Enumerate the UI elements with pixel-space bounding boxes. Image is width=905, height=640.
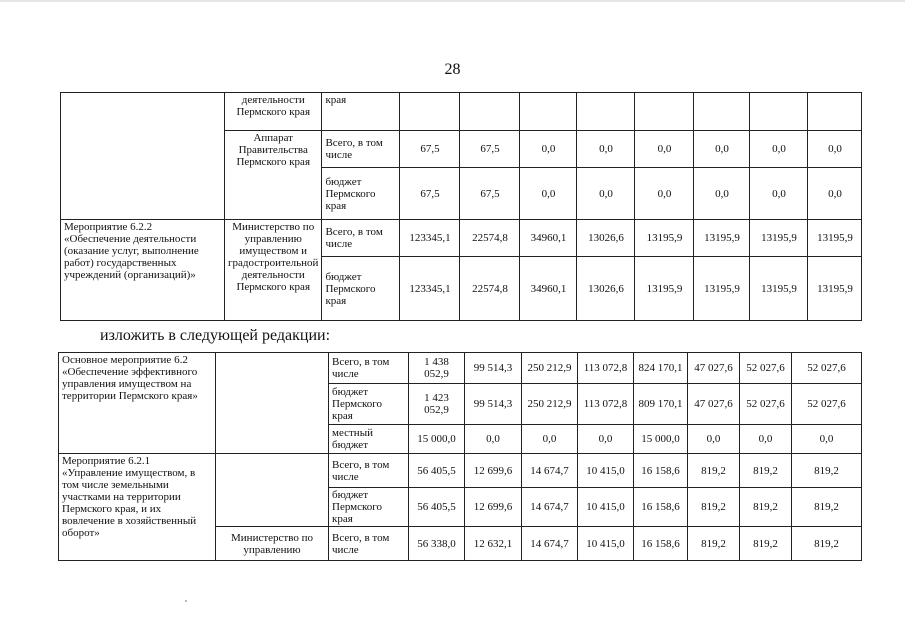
value-cell: 13195,9 — [750, 220, 808, 257]
value-cell: 824 170,1 — [634, 353, 688, 384]
executor-cell: Министерство по управлению имуществом и градостроительной деятельности Пермского края — [225, 220, 322, 321]
value-cell: 16 158,6 — [634, 488, 688, 527]
value-cell: 13195,9 — [808, 257, 862, 321]
value-cell: 56 338,0 — [409, 527, 465, 561]
value-cell: 0,0 — [750, 131, 808, 168]
value-cell: 13195,9 — [635, 220, 694, 257]
new-edition-table — [58, 352, 862, 561]
value-cell: 0,0 — [520, 168, 577, 220]
value-cell: 0,0 — [577, 168, 635, 220]
value-cell: 52 027,6 — [740, 384, 792, 425]
value-cell: 13195,9 — [750, 257, 808, 321]
value-cell: 0,0 — [635, 131, 694, 168]
value-cell: 14 674,7 — [522, 527, 578, 561]
value-cell: 123345,1 — [400, 257, 460, 321]
value-cell: 819,2 — [740, 488, 792, 527]
value-cell: 10 415,0 — [578, 527, 634, 561]
value-cell: 13195,9 — [808, 220, 862, 257]
table-row — [59, 353, 862, 384]
executor-cell: Министерство по управлению — [216, 527, 329, 561]
value-cell: 1 423 052,9 — [409, 384, 465, 425]
value-cell: 819,2 — [740, 454, 792, 488]
name-cell-empty — [61, 93, 225, 220]
value-cell: 0,0 — [688, 425, 740, 454]
value-cell: 16 158,6 — [634, 454, 688, 488]
value-cell: 0,0 — [635, 168, 694, 220]
source-cell: бюджет Пермского края — [329, 384, 409, 425]
value-cell: 0,0 — [808, 131, 862, 168]
value-cell: 52 027,6 — [792, 353, 862, 384]
value-cell: 10 415,0 — [578, 454, 634, 488]
executor-cell: Аппарат Правительства Пермского края — [225, 131, 322, 220]
value-cell: 52 027,6 — [792, 384, 862, 425]
value-cell: 16 158,6 — [634, 527, 688, 561]
value-cell: 67,5 — [400, 131, 460, 168]
value-cell: 22574,8 — [460, 257, 520, 321]
value-cell: 22574,8 — [460, 220, 520, 257]
source-cell: Всего, в том числе — [329, 527, 409, 561]
value-cell: 14 674,7 — [522, 488, 578, 527]
value-cell: 13195,9 — [694, 257, 750, 321]
value-cell: 113 072,8 — [578, 384, 634, 425]
source-cell: бюджет Пермского края — [322, 168, 400, 220]
value-cell: 34960,1 — [520, 220, 577, 257]
executor-cell-empty — [216, 454, 329, 527]
source-cell: местный бюджет — [329, 425, 409, 454]
value-cell: 34960,1 — [520, 257, 577, 321]
main-measure-name-cell: Основное мероприятие 6.2 «Обеспечение эффективного управления имуществом на территории Пермского края» — [59, 353, 216, 454]
page-top-edge — [0, 0, 905, 2]
value-cell: 13195,9 — [635, 257, 694, 321]
value-cell: 12 699,6 — [465, 488, 522, 527]
value-cell: 47 027,6 — [688, 384, 740, 425]
value-cell: 0,0 — [520, 131, 577, 168]
value-cell: 56 405,5 — [409, 454, 465, 488]
value-cell: 819,2 — [688, 527, 740, 561]
value-cell: 250 212,9 — [522, 353, 578, 384]
source-cell: Всего, в том числе — [329, 454, 409, 488]
table-row — [61, 220, 862, 257]
table-row — [59, 454, 862, 488]
value-cell: 99 514,3 — [465, 384, 522, 425]
measure-name-cell: Мероприятие 6.2.2 «Обеспечение деятельности (оказание услуг, выполнение работ) государственных учреждений (организаций)» — [61, 220, 225, 321]
value-cell: 0,0 — [808, 168, 862, 220]
value-cell: 819,2 — [740, 527, 792, 561]
value-cell: 99 514,3 — [465, 353, 522, 384]
value-cell: 56 405,5 — [409, 488, 465, 527]
value-cell: 0,0 — [694, 168, 750, 220]
value-cell: 819,2 — [792, 488, 862, 527]
source-cell: Всего, в том числе — [329, 353, 409, 384]
value-cell: 13026,6 — [577, 257, 635, 321]
value-cell: 0,0 — [522, 425, 578, 454]
executor-cell-empty — [216, 353, 329, 454]
value-cell: 13195,9 — [694, 220, 750, 257]
value-cell: 15 000,0 — [409, 425, 465, 454]
value-cell: 819,2 — [792, 454, 862, 488]
value-cell: 0,0 — [465, 425, 522, 454]
value-cell: 67,5 — [460, 168, 520, 220]
measure-name-cell: Мероприятие 6.2.1 «Управление имуществом, в том числе земельными участками на территории Пермского края, и их вовлечение в хозяйственный оборот» — [59, 454, 216, 561]
value-cell: 819,2 — [688, 488, 740, 527]
value-cell: 250 212,9 — [522, 384, 578, 425]
executor-cell: деятельности Пермского края — [225, 93, 322, 131]
source-cell: бюджет Пермского края — [322, 257, 400, 321]
value-cell: 14 674,7 — [522, 454, 578, 488]
value-cell: 13026,6 — [577, 220, 635, 257]
value-cell: 0,0 — [750, 168, 808, 220]
source-cell: Всего, в том числе — [322, 220, 400, 257]
old-edition-table — [60, 92, 862, 321]
value-cell: 123345,1 — [400, 220, 460, 257]
value-cell: 1 438 052,9 — [409, 353, 465, 384]
source-cell: бюджет Пермского края — [329, 488, 409, 527]
value-cell: 0,0 — [792, 425, 862, 454]
scan-speck — [185, 600, 187, 602]
value-cell: 67,5 — [400, 168, 460, 220]
value-cell: 12 699,6 — [465, 454, 522, 488]
source-cell: Всего, в том числе — [322, 131, 400, 168]
value-cell: 113 072,8 — [578, 353, 634, 384]
page-number: 28 — [444, 61, 461, 78]
value-cell: 10 415,0 — [578, 488, 634, 527]
value-cell: 0,0 — [740, 425, 792, 454]
value-cell: 809 170,1 — [634, 384, 688, 425]
value-cell: 819,2 — [792, 527, 862, 561]
value-cell: 819,2 — [688, 454, 740, 488]
value-cell: 15 000,0 — [634, 425, 688, 454]
value-cell: 0,0 — [578, 425, 634, 454]
value-cell: 12 632,1 — [465, 527, 522, 561]
value-cell: 0,0 — [577, 131, 635, 168]
source-cell: края — [322, 93, 400, 131]
value-cell: 67,5 — [460, 131, 520, 168]
value-cell: 52 027,6 — [740, 353, 792, 384]
amendment-text: изложить в следующей редакции: — [100, 327, 331, 344]
table-row — [61, 93, 862, 131]
value-cell: 0,0 — [694, 131, 750, 168]
value-cell: 47 027,6 — [688, 353, 740, 384]
